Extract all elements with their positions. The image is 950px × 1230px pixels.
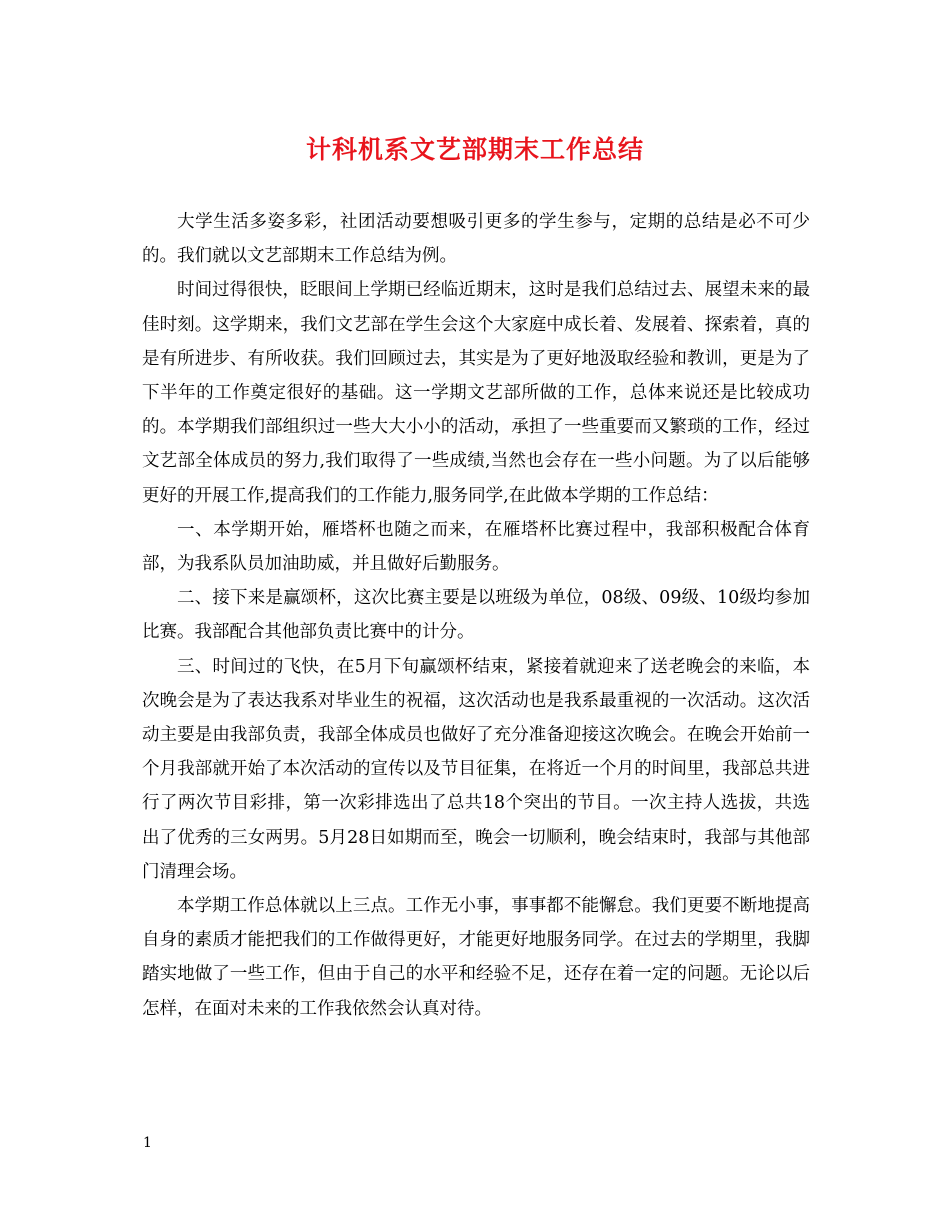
document-body <box>142 205 810 1026</box>
page-number: 1 <box>143 1135 152 1151</box>
paragraph-item-2: 二、接下来是赢颂杯，这次比赛主要是以班级为单位，08级、09级、10级均参加比赛。我部配合其他部负责比赛中的计分。 <box>142 588 810 643</box>
paragraph-item-3: 三、时间过的飞快，在5月下旬赢颂杯结束，紧接着就迎来了送老晚会的来临，本次晚会是为了表达我系对毕业生的祝福，这次活动也是我系最重视的一次活动。这次活动主要是由我部负责，我部全体成员也做好了充分准备迎接这次晚会。在晚会开始前一个月我部就开始了本次活动的宣传以及节目征集，在将近一个月的时间里，我部总共进行了两次节目彩排，第一次彩排选出了总共18个突出的节目。一次主持人选拔，共选出了优秀的三女两男。5月28日如期而至，晚会一切顺利，晚会结束时，我部与其他部门清理会场。 <box>142 656 810 882</box>
paragraph-conclusion: 本学期工作总体就以上三点。工作无小事，事事都不能懈怠。我们更要不断地提高自身的素质才能把我们的工作做得更好，才能更好地服务同学。在过去的学期里，我脚踏实地做了一些工作，但由于自己的水平和经验不足，还存在着一定的问题。无论以后怎样，在面对未来的工作我依然会认真对待。 <box>142 896 810 1019</box>
paragraph-overview: 时间过得很快，眨眼间上学期已经临近期末，这时是我们总结过去、展望未来的最佳时刻。这学期来，我们文艺部在学生会这个大家庭中成长着、发展着、探索着，真的是有所进步、有所收获。我们回顾过去，其实是为了更好地汲取经验和教训，更是为了下半年的工作奠定很好的基础。这一学期文艺部所做的工作，总体来说还是比较成功的。本学期我们部组织过一些大大小小的活动，承担了一些重要而又繁琐的工作，经过文艺部全体成员的努力,我们取得了一些成绩,当然也会存在一些小问题。为了以后能够更好的开展工作,提高我们的工作能力,服务同学,在此做本学期的工作总结： <box>142 280 810 506</box>
document-title: 计科机系文艺部期末工作总结 <box>305 135 644 164</box>
paragraph-intro: 大学生活多姿多彩，社团活动要想吸引更多的学生参与，定期的总结是必不可少的。我们就以文艺部期末工作总结为例。 <box>142 212 810 267</box>
paragraph-item-1: 一、本学期开始，雁塔杯也随之而来，在雁塔杯比赛过程中，我部积极配合体育部，为我系队员加油助威，并且做好后勤服务。 <box>142 519 810 575</box>
